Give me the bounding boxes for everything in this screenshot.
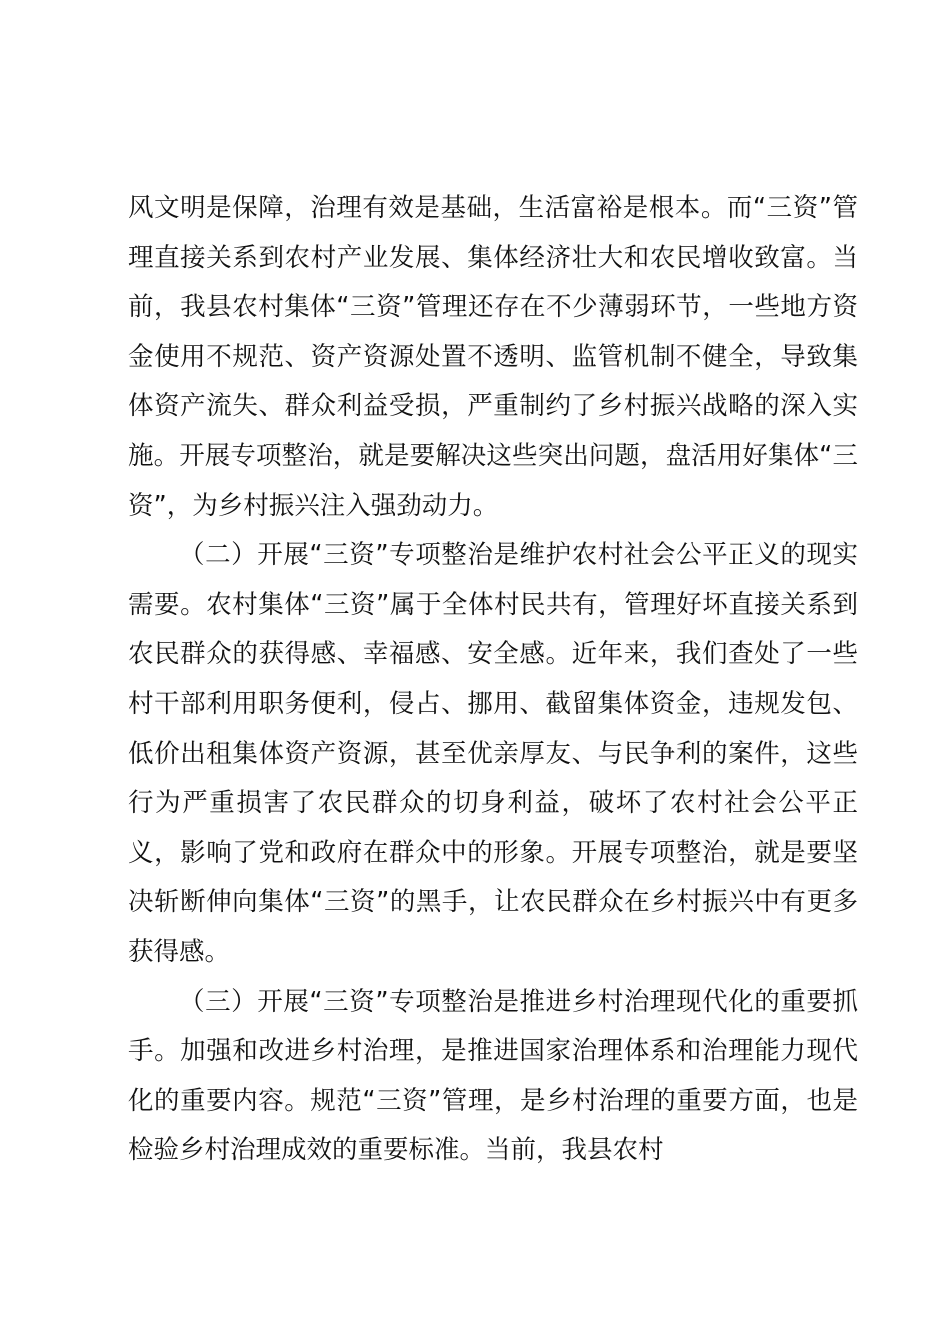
document-body (128, 184, 858, 1176)
paragraph-section-two: （二）开展“三资”专项整治是维护农村社会公平正义的现实需要。农村集体“三资”属于全体村民共有，管理好坏直接关系到农民群众的获得感、幸福感、安全感。近年来，我们查处了一些村干部利用职务便利，侵占、挪用、截留集体资金，违规发包、低价出租集体资产资源，甚至优亲厚友、与民争利的案件，这些行为严重损害了农民群众的切身利益，破坏了农村社会公平正义，影响了党和政府在群众中的形象。开展专项整治，就是要坚决斩断伸向集体“三资”的黑手，让农民群众在乡村振兴中有更多获得感。 (128, 540, 858, 967)
paragraph-continuation: 风文明是保障，治理有效是基础，生活富裕是根本。而“三资”管理直接关系到农村产业发展、集体经济壮大和农民增收致富。当前，我县农村集体“三资”管理还存在不少薄弱环节，一些地方资金使用不规范、资产资源处置不透明、监管机制不健全，导致集体资产流失、群众利益受损，严重制约了乡村振兴战略的深入实施。开展专项整治，就是要解决这些突出问题，盘活用好集体“三资”，为乡村振兴注入强劲动力。 (128, 193, 858, 521)
paragraph-section-three: （三）开展“三资”专项整治是推进乡村治理现代化的重要抓手。加强和改进乡村治理，是推进国家治理体系和治理能力现代化的重要内容。规范“三资”管理，是乡村治理的重要方面，也是检验乡村治理成效的重要标准。当前，我县农村 (128, 986, 858, 1166)
